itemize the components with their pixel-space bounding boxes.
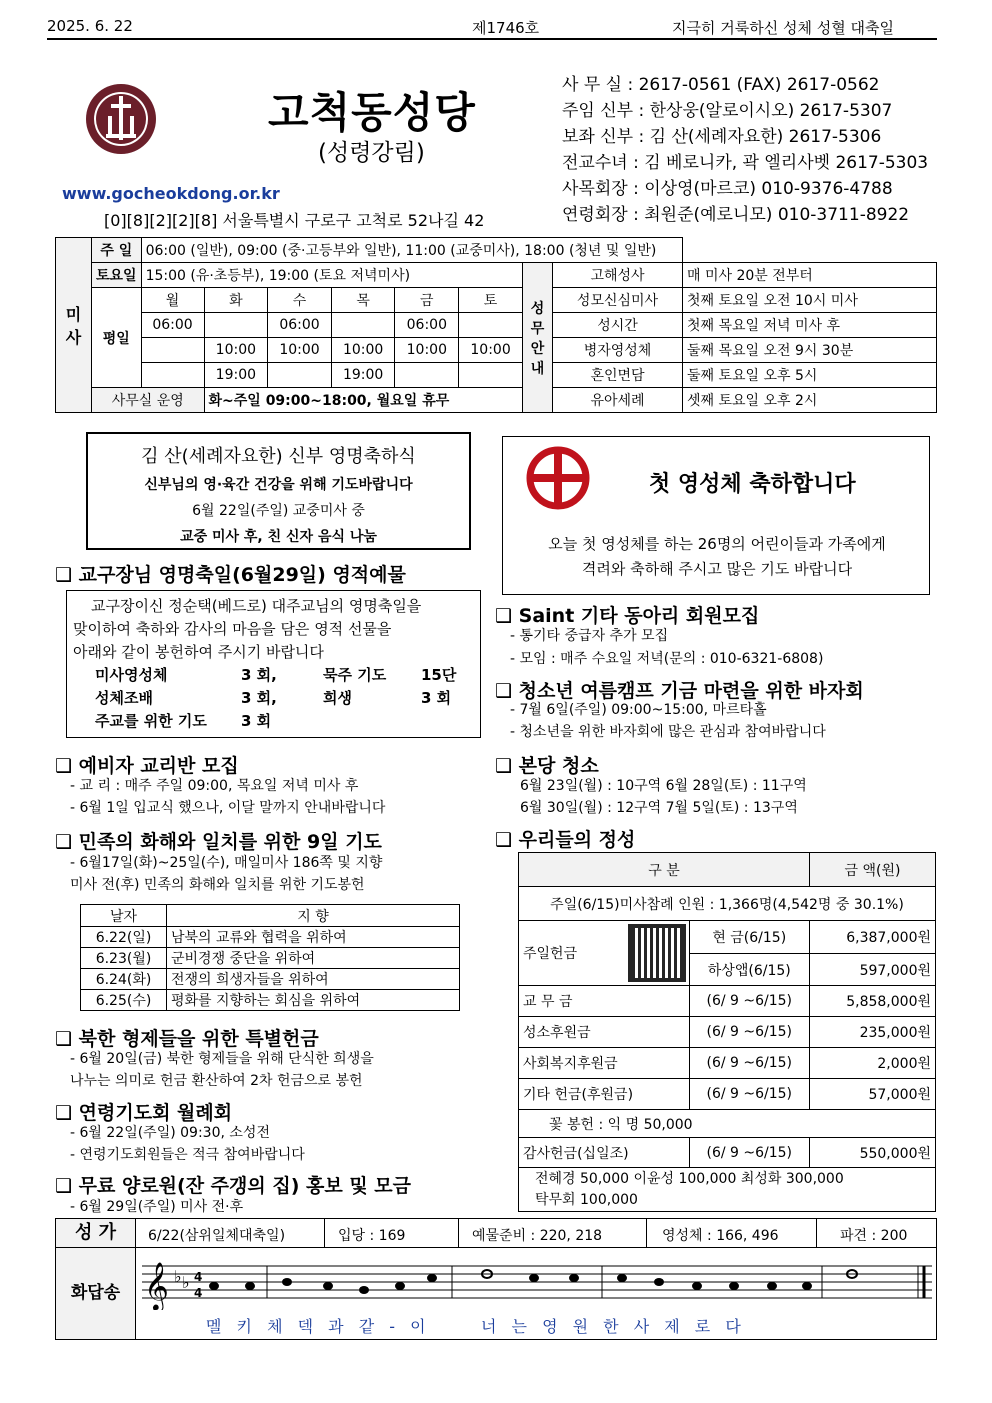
issue-date: 2025. 6. 22 xyxy=(47,17,133,35)
sacrament-name: 병자영성체 xyxy=(553,338,683,363)
novena-heading: ❑ 민족의 화해와 일치를 위한 9일 기도 xyxy=(55,831,382,853)
first-communion-line: 오늘 첫 영성체를 하는 26명의 어린이들과 가족에게 xyxy=(548,535,886,553)
offering-col-category: 구 분 xyxy=(519,853,810,887)
first-communion-box xyxy=(502,436,930,595)
novena-intention: 전쟁의 희생자들을 위하여 xyxy=(167,969,460,990)
weekday-time: 19:00 xyxy=(331,363,395,388)
contact-list xyxy=(562,72,928,228)
weekday-time: 19:00 xyxy=(204,363,268,388)
novena-intention: 남북의 교류와 협력을 위하여 xyxy=(167,927,460,948)
cleaning-heading: ❑ 본당 청소 xyxy=(495,755,599,777)
issue-number: 제1746호 xyxy=(472,19,540,37)
weekday-time xyxy=(141,363,204,388)
svg-text:♭: ♭ xyxy=(174,1267,182,1286)
weekday-time: 06:00 xyxy=(141,313,204,338)
sacrament-time: 둘째 목요일 오전 9시 30분 xyxy=(683,338,937,363)
svg-text:4: 4 xyxy=(194,1286,203,1300)
psalm-row xyxy=(55,1247,937,1340)
weekday-time xyxy=(141,338,204,363)
hymn-row xyxy=(55,1218,937,1248)
bishop-feast-text: 맞이하여 축하와 감사의 마음을 담은 영적 선물을 xyxy=(73,620,392,638)
offering-item: 사회복지후원금 xyxy=(519,1048,690,1079)
nk-offering-text: - 6월 20일(금) 북한 형제들을 위해 단식한 희생을 xyxy=(70,1051,374,1067)
offering-amount: 57,000원 xyxy=(810,1079,936,1110)
weekday-time: 10:00 xyxy=(395,338,459,363)
cross-emblem-icon xyxy=(525,445,591,511)
weekday-time: 10:00 xyxy=(204,338,268,363)
prayer-group-heading: ❑ 연령기도회 월례회 xyxy=(55,1102,233,1124)
nk-offering-heading: ❑ 북한 형제들을 위한 특별헌금 xyxy=(55,1028,319,1050)
offering-col-amount: 금 액(원) xyxy=(810,853,936,887)
contact-office: 사 무 실 : 2617-0561 (FAX) 2617-0562 xyxy=(562,75,880,95)
day-tue: 화 xyxy=(204,288,268,313)
svg-text:♭: ♭ xyxy=(182,1273,190,1292)
sunday-label: 주 일 xyxy=(92,238,142,263)
cleaning-text: 6월 23일(월) : 10구역 6월 28일(토) : 11구역 xyxy=(520,778,807,794)
offering-amount: 2,000원 xyxy=(810,1048,936,1079)
weekday-time xyxy=(459,313,523,338)
contact-funeral: 연령회장 : 최원준(예로니모) 010-3711-8922 xyxy=(562,205,910,225)
office-hours: 화~주일 09:00~18:00, 월요일 휴무 xyxy=(204,388,522,413)
hymn-communion: 영성체 : 166, 496 xyxy=(662,1228,779,1244)
day-thu: 목 xyxy=(331,288,395,313)
first-communion-title: 첫 영성체 축하합니다 xyxy=(649,472,856,497)
mass-label: 미사 xyxy=(56,238,92,413)
celebration-line: 6월 22일(주일) 교중미사 중 xyxy=(192,503,365,519)
novena-intention: 평화를 지향하는 회심을 위하여 xyxy=(167,990,460,1011)
offering-item: 교 무 금 xyxy=(519,986,690,1017)
sunday-offering-label: 주일헌금 xyxy=(519,921,625,986)
qr-code-icon[interactable] xyxy=(625,921,690,986)
mass-schedule-table xyxy=(55,237,937,413)
hymn-label: 성 가 xyxy=(56,1219,136,1247)
offering-heading: ❑ 우리들의 정성 xyxy=(495,829,636,851)
parish-website-link[interactable]: www.gocheokdong.or.kr xyxy=(62,184,280,203)
weekday-time xyxy=(331,313,395,338)
contact-pastor: 주임 신부 : 한상웅(알로이시오) 2617-5307 xyxy=(562,101,893,121)
cash-amount: 6,387,000원 xyxy=(810,921,936,954)
catechumen-text: - 6월 1일 입교식 했으나, 이달 말까지 안내바랍니다 xyxy=(70,800,386,816)
novena-date: 6.25(수) xyxy=(81,990,167,1011)
weekday-time xyxy=(204,313,268,338)
novena-intention: 군비경쟁 중단을 위하여 xyxy=(167,948,460,969)
spiritual-gift-row: 미사영성체 3 회, 묵주 기도 15단 xyxy=(95,666,457,684)
app-label: 하상앱(6/15) xyxy=(689,954,810,986)
bishop-feast-box xyxy=(66,590,481,738)
nursing-home-text: - 6월 29일(주일) 미사 전·후 xyxy=(70,1199,244,1215)
sunday-schedule: 06:00 (일반), 09:00 (중·고등부와 일반), 11:00 (교중미사), 18:00 (청년 및 일반) xyxy=(141,238,682,263)
day-fri: 금 xyxy=(395,288,459,313)
catechumen-heading: ❑ 예비자 교리반 모집 xyxy=(55,755,239,777)
offering-amount: 5,858,000원 xyxy=(810,986,936,1017)
novena-text: 미사 전(후) 민족의 화해와 일치를 위한 기도봉헌 xyxy=(70,877,365,893)
day-wed: 수 xyxy=(268,288,332,313)
saturday-label: 토요일 xyxy=(92,263,142,288)
cleaning-text: 6월 30일(월) : 12구역 7월 5일(토) : 13구역 xyxy=(520,800,798,816)
nursing-home-heading: ❑ 무료 양로원(잔 주갱의 집) 홍보 및 모금 xyxy=(55,1175,412,1197)
novena-col-intention: 지 향 xyxy=(167,905,460,927)
office-hours-label: 사무실 운영 xyxy=(92,388,205,413)
celebration-line: 교중 미사 후, 친 신자 음식 나눔 xyxy=(180,529,377,545)
weekday-time xyxy=(268,363,332,388)
prayer-group-text: - 6월 22일(주일) 09:30, 소성전 xyxy=(70,1125,270,1141)
psalm-lyrics: 멜 키 체 덱 과 같 - 이 너 는 영 원 한 사 제 로 다 xyxy=(206,1317,746,1336)
catechumen-text: - 교 리 : 매주 주일 09:00, 목요일 저녁 미사 후 xyxy=(70,778,359,794)
sacrament-time: 셋째 토요일 오후 2시 xyxy=(683,388,937,413)
weekday-time xyxy=(395,363,459,388)
sacrament-name: 성모신심미사 xyxy=(553,288,683,313)
sacrament-label: 성무안내 xyxy=(523,263,553,413)
app-amount: 597,000원 xyxy=(810,954,936,986)
novena-table xyxy=(80,904,460,1011)
bazaar-text: - 청소년을 위한 바자회에 많은 관심과 참여바랍니다 xyxy=(510,724,826,740)
flower-offering: 꽃 봉헌 : 익 명 50,000 xyxy=(519,1110,936,1138)
sacrament-name: 고해성사 xyxy=(553,263,683,288)
contact-sisters: 전교수녀 : 김 베로니카, 곽 엘리사벳 2617-5303 xyxy=(562,153,929,173)
novena-text: - 6월17일(화)~25일(수), 매일미사 186쪽 및 지향 xyxy=(70,855,383,871)
sacrament-time: 첫째 토요일 오전 10시 미사 xyxy=(683,288,937,313)
offering-amount: 235,000원 xyxy=(810,1017,936,1048)
novena-col-date: 날자 xyxy=(81,905,167,927)
guitar-club-text: - 통기타 중급자 추가 모집 xyxy=(510,628,669,644)
weekday-time: 10:00 xyxy=(459,338,523,363)
sacrament-name: 성시간 xyxy=(553,313,683,338)
weekday-time: 06:00 xyxy=(268,313,332,338)
cash-label: 현 금(6/15) xyxy=(689,921,810,954)
sacrament-name: 유아세례 xyxy=(553,388,683,413)
contact-council: 사목회장 : 이상영(마르코) 010-9376-4788 xyxy=(562,179,893,199)
first-communion-line: 격려와 축하해 주시고 많은 기도 바랍니다 xyxy=(581,560,853,578)
bishop-feast-text: 교구장이신 정순택(베드로) 대주교님의 영명축일을 xyxy=(91,597,422,615)
guitar-club-text: - 모임 : 매주 수요일 저녁(문의 : 010-6321-6808) xyxy=(510,651,824,667)
sacrament-time: 첫째 목요일 저녁 미사 후 xyxy=(683,313,937,338)
feast-title: 지극히 거룩하신 성체 성혈 대축일 xyxy=(672,19,894,37)
novena-date: 6.23(월) xyxy=(81,948,167,969)
contact-assistant: 보좌 신부 : 김 산(세례자요한) 2617-5306 xyxy=(562,127,882,147)
novena-date: 6.24(화) xyxy=(81,969,167,990)
sacrament-time: 둘째 토요일 오후 5시 xyxy=(683,363,937,388)
thanks-donors: 전혜경 50,000 이윤성 100,000 최성화 300,000 탁무회 100,000 xyxy=(519,1168,936,1212)
psalm-label: 화답송 xyxy=(56,1248,136,1339)
offering-table xyxy=(518,852,936,1212)
offering-period: (6/ 9 ~6/15) xyxy=(689,1017,810,1048)
celebration-box xyxy=(86,432,471,550)
sacrament-time: 매 미사 20분 전부터 xyxy=(683,263,937,288)
weekday-time xyxy=(459,363,523,388)
parish-address: [0][8][2][2][8] 서울특별시 구로구 고척로 52나길 42 xyxy=(104,211,485,230)
hymn-offertory: 예물준비 : 220, 218 xyxy=(472,1228,603,1244)
parish-seal-icon xyxy=(84,82,158,156)
spiritual-gift-row: 성체조배 3 회, 희생 3 회 xyxy=(95,689,452,707)
saturday-schedule: 15:00 (유·초등부), 19:00 (토요 저녁미사) xyxy=(141,263,522,288)
offering-item: 감사헌금(십일조) xyxy=(519,1138,690,1168)
svg-text:4: 4 xyxy=(194,1270,203,1284)
sacrament-name: 혼인면담 xyxy=(553,363,683,388)
weekday-time: 10:00 xyxy=(268,338,332,363)
header-rule xyxy=(47,38,937,40)
weekday-time: 06:00 xyxy=(395,313,459,338)
bishop-feast-heading: ❑ 교구장님 영명축일(6월29일) 영적예물 xyxy=(55,564,406,586)
psalm-music-staff xyxy=(142,1254,932,1310)
hymn-dismissal: 파견 : 200 xyxy=(840,1228,908,1244)
bazaar-heading: ❑ 청소년 여름캠프 기금 마련을 위한 바자회 xyxy=(495,680,864,702)
attendance-row: 주일(6/15)미사참례 인원 : 1,366명(4,542명 중 30.1%) xyxy=(519,887,936,921)
day-mon: 월 xyxy=(141,288,204,313)
weekday-time: 10:00 xyxy=(331,338,395,363)
bishop-feast-text: 아래와 같이 봉헌하여 주시기 바랍니다 xyxy=(73,643,324,661)
offering-item: 성소후원금 xyxy=(519,1017,690,1048)
novena-date: 6.22(일) xyxy=(81,927,167,948)
guitar-club-heading: ❑ Saint 기타 동아리 회원모집 xyxy=(495,605,760,627)
offering-period: (6/ 9 ~6/15) xyxy=(689,1079,810,1110)
celebration-line: 신부님의 영·육간 건강을 위해 기도바랍니다 xyxy=(144,477,413,493)
celebration-title: 김 산(세례자요한) 신부 영명축하식 xyxy=(141,446,416,467)
prayer-group-text: - 연령기도회원들은 적극 참여바랍니다 xyxy=(70,1147,305,1163)
parish-subtitle: (성령강림) xyxy=(318,140,425,166)
offering-period: (6/ 9 ~6/15) xyxy=(689,1048,810,1079)
bazaar-text: - 7월 6일(주일) 09:00~15:00, 마르타홀 xyxy=(510,702,767,718)
spiritual-gift-row: 주교를 위한 기도 3 회 xyxy=(95,712,272,730)
weekday-label: 평일 xyxy=(92,288,142,388)
hymn-entrance: 입당 : 169 xyxy=(338,1228,406,1244)
day-sat: 토 xyxy=(459,288,523,313)
nk-offering-text: 나누는 의미로 헌금 환산하여 2차 헌금으로 봉헌 xyxy=(70,1073,363,1089)
offering-item: 기타 헌금(후원금) xyxy=(519,1079,690,1110)
offering-amount: 550,000원 xyxy=(810,1138,936,1168)
parish-name: 고척동성당 xyxy=(268,88,476,137)
offering-period: (6/ 9 ~6/15) xyxy=(689,986,810,1017)
svg-text:𝄞: 𝄞 xyxy=(144,1261,169,1310)
hymn-day: 6/22(삼위일체대축일) xyxy=(148,1228,286,1244)
offering-period: (6/ 9 ~6/15) xyxy=(689,1138,810,1168)
